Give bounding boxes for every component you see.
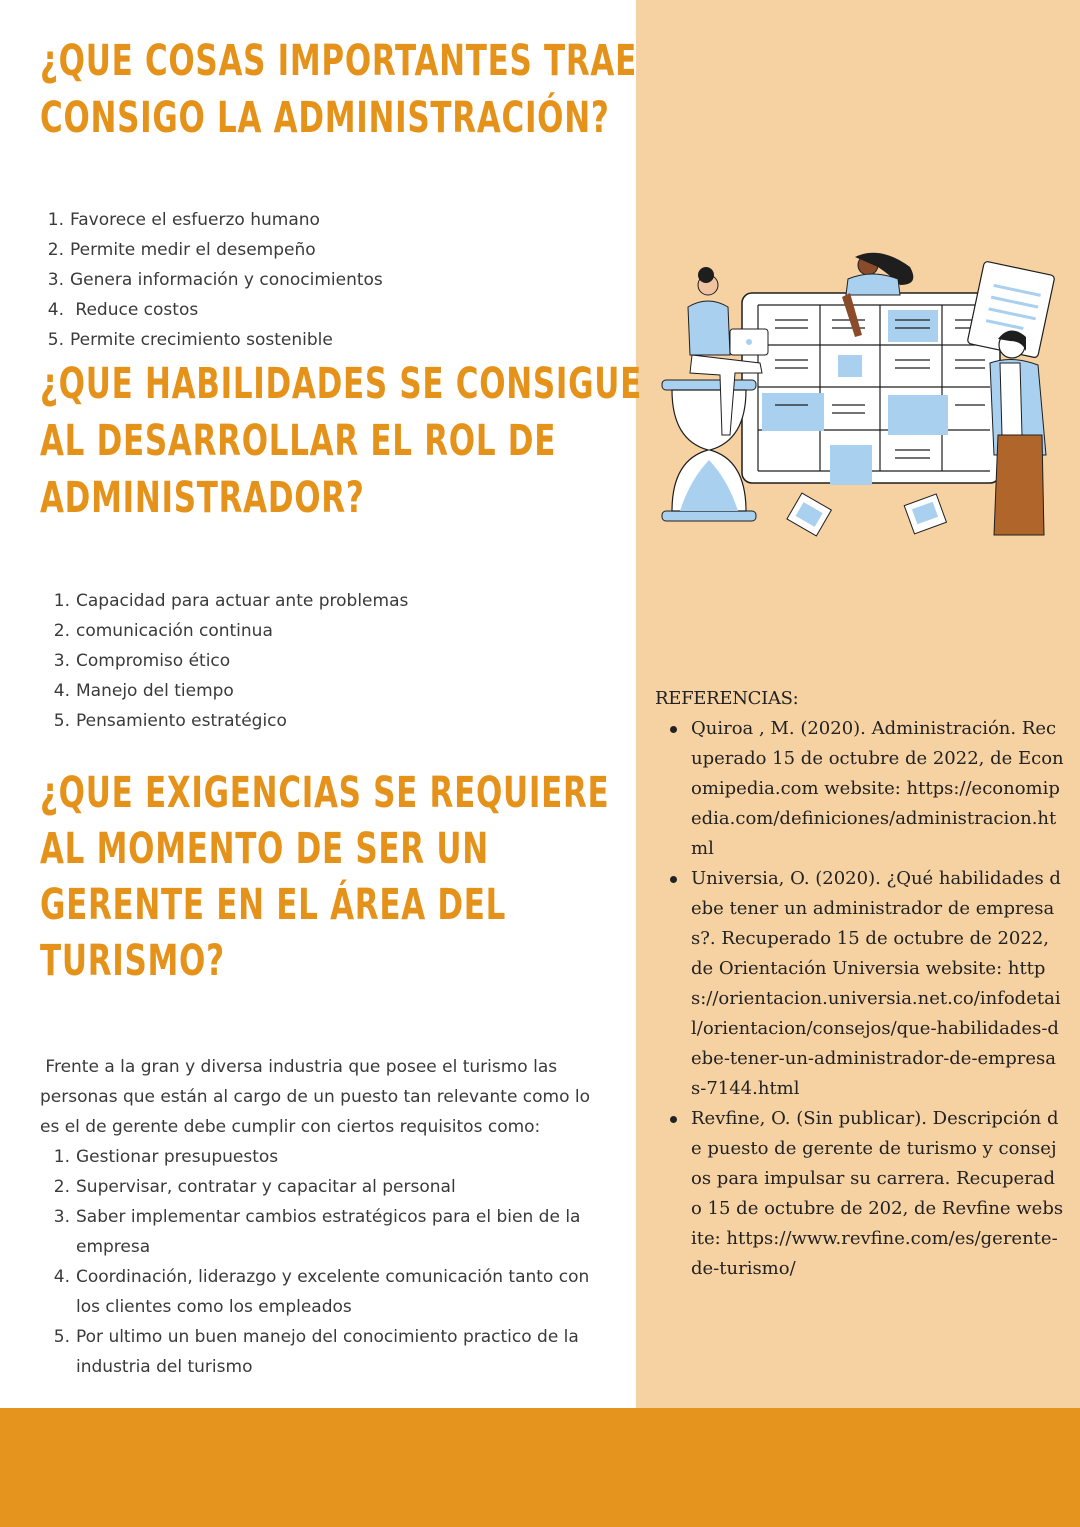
team-planning-illustration-icon: [650, 245, 1070, 545]
footer-band: [0, 1408, 1080, 1527]
section1-list: [40, 205, 383, 355]
reference-item: Quiroa , M. (2020). Administración. Recuperado 15 de octubre de 2022, de Economipedia.com website: https://economipedia.com/definiciones/administracion.html: [655, 714, 1065, 864]
reference-item: Universia, O. (2020). ¿Qué habilidades debe tener un administrador de empresas?. Recuperado 15 de octubre de 2022, de Orientación Universia website: https://orientacion.universia.net.co/infodetail/orientacion/consejos/que-habilidades-debe-tener-un-administrador-de-empresas-7144.html: [655, 864, 1065, 1104]
section2-title: [40, 356, 642, 527]
references-list: [655, 714, 1065, 1284]
section2-title-line2: AL DESARROLLAR EL ROL DE: [40, 416, 557, 466]
list-item: 2. comunicación continua: [53, 621, 273, 641]
list-item: 1. Capacidad para actuar ante problemas: [53, 591, 409, 611]
section2-list: [40, 586, 408, 736]
list-item: 1. Gestionar presupuestos: [53, 1147, 279, 1167]
section3-list: [40, 1142, 600, 1382]
list-item: 2. Permite medir el desempeño: [47, 240, 316, 260]
list-item: 4. Manejo del tiempo: [53, 681, 234, 701]
section2-title-line1: ¿QUE HABILIDADES SE CONSIGUE: [40, 359, 643, 409]
section2-title-line3: ADMINISTRADOR?: [40, 473, 365, 523]
list-item: 4. Reduce costos: [47, 300, 199, 320]
list-item: 4. Coordinación, liderazgo y excelente comunicación tanto con los clientes como los empleados: [53, 1267, 590, 1317]
list-item: 3. Saber implementar cambios estratégicos para el bien de la empresa: [53, 1207, 581, 1257]
list-item: 1. Favorece el esfuerzo humano: [47, 210, 320, 230]
section3-intro: Frente a la gran y diversa industria que posee el turismo las personas que están al cargo de un puesto tan relevante como lo es el de gerente debe cumplir con ciertos requisitos como:: [40, 1057, 596, 1137]
list-item: 5. Por ultimo un buen manejo del conocimiento practico de la industria del turismo: [53, 1327, 579, 1377]
reference-item: Revfine, O. (Sin publicar). Descripción de puesto de gerente de turismo y consejos para impulsar su carrera. Recuperado 15 de octubre de 202, de Revfine website: https://www.revfine.com/es/gerente-de-turismo/: [655, 1104, 1065, 1284]
section3-title-line1: ¿QUE EXIGENCIAS SE REQUIERE: [40, 768, 610, 818]
section1-title-line2: CONSIGO LA ADMINISTRACIÓN?: [40, 93, 610, 143]
section3-title-line3: GERENTE EN EL ÁREA DEL: [40, 880, 507, 930]
list-item: 5. Permite crecimiento sostenible: [47, 330, 333, 350]
list-item: 5. Pensamiento estratégico: [53, 711, 287, 731]
section3-title: [40, 765, 609, 989]
list-item: 3. Genera información y conocimientos: [47, 270, 383, 290]
section3-title-line2: AL MOMENTO DE SER UN: [40, 824, 489, 874]
list-item: 2. Supervisar, contratar y capacitar al personal: [53, 1177, 456, 1197]
section3-title-line4: TURISMO?: [40, 936, 225, 986]
list-item: 3. Compromiso ético: [53, 651, 231, 671]
section1-title-line1: ¿QUE COSAS IMPORTANTES TRAE: [40, 36, 637, 86]
references: [655, 684, 1065, 1284]
references-title: REFERENCIAS:: [655, 688, 799, 709]
section1-title: [40, 33, 637, 147]
